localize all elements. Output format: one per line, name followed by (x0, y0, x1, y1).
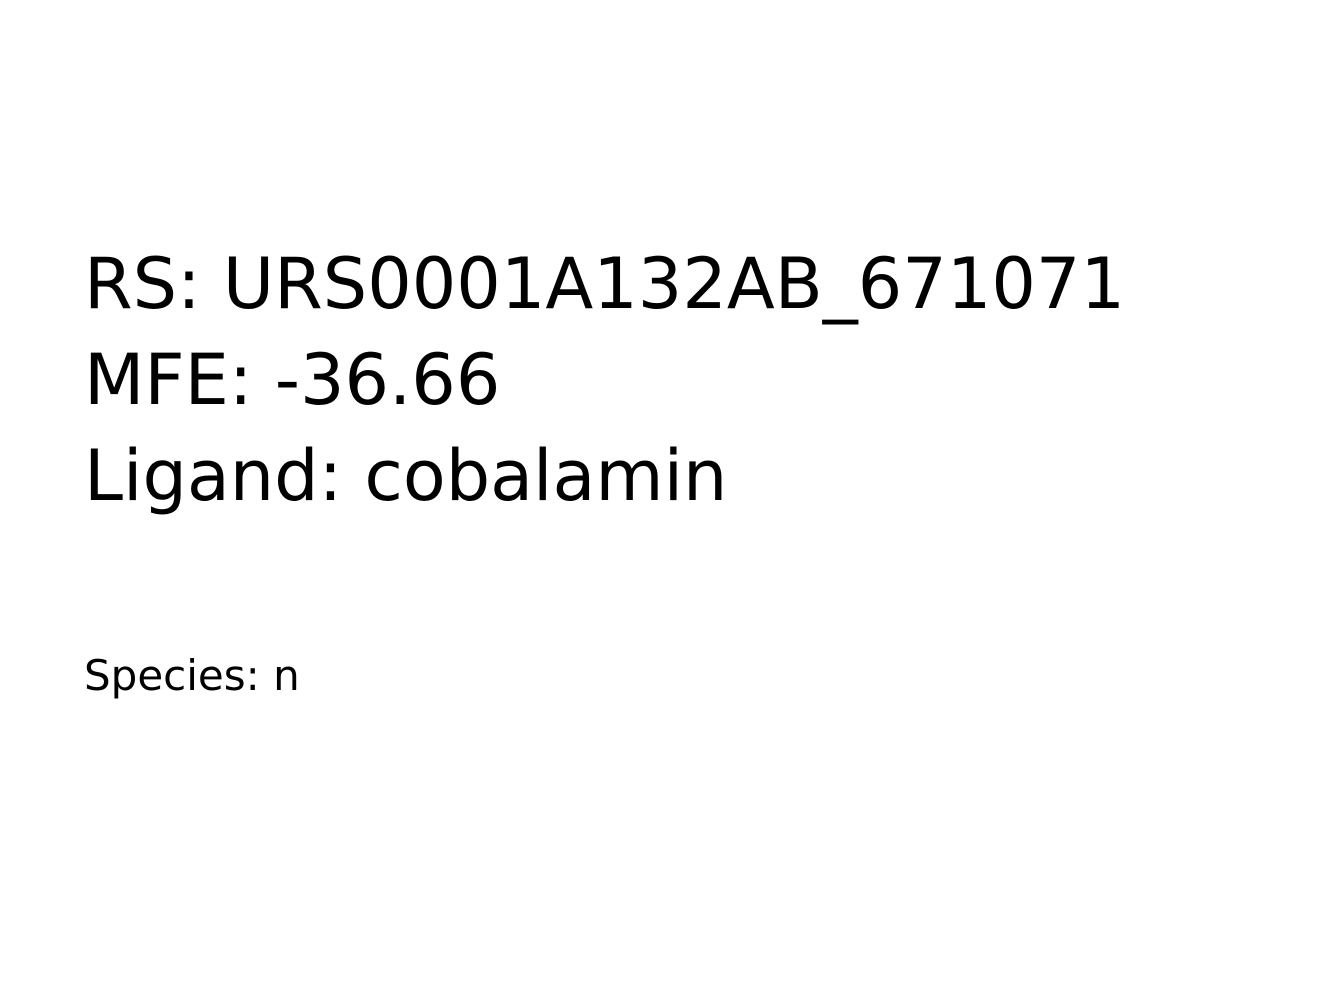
mfe-value: MFE: -36.66 (84, 339, 501, 421)
ligand-name: Ligand: cobalamin (84, 435, 728, 517)
rs-identifier: RS: URS0001A132AB_671071 (84, 243, 1125, 325)
species-name: Species: n (84, 651, 300, 700)
